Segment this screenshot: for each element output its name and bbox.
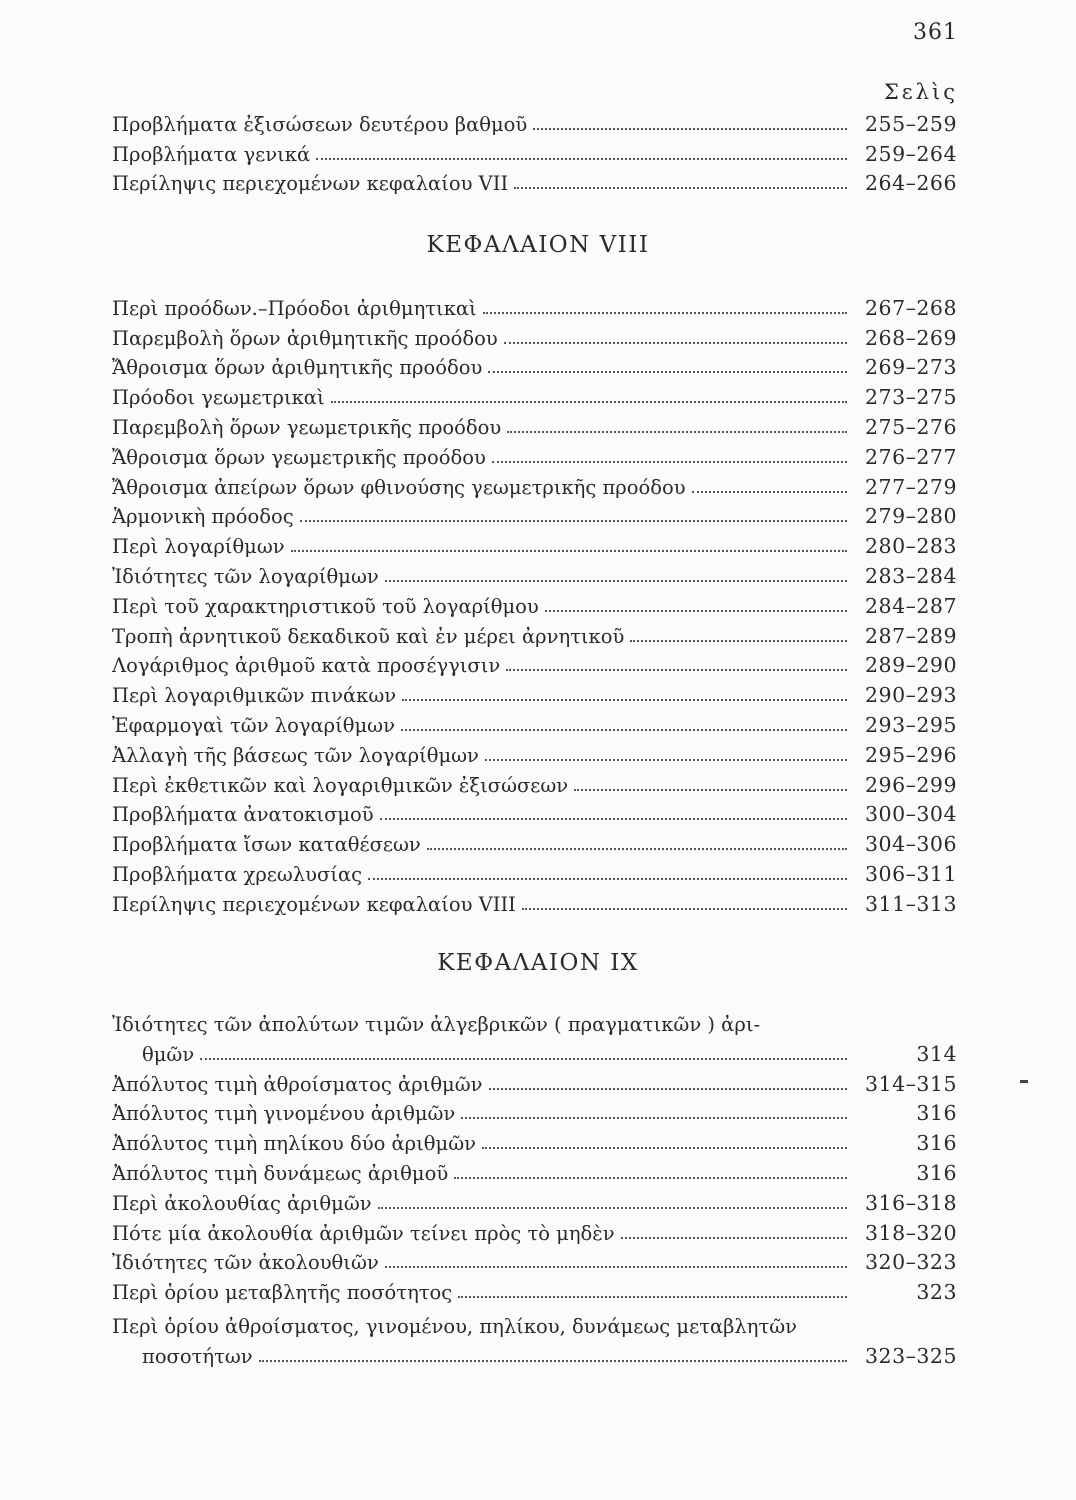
- toc-entry-pages: 264–266: [864, 171, 957, 196]
- dot-leader: [488, 371, 847, 373]
- toc-entry: [112, 106, 957, 136]
- dot-leader: [533, 128, 847, 130]
- dot-leader: [385, 1266, 847, 1268]
- toc-section-chapter-8: [112, 290, 957, 916]
- toc-entry-pages: 284–287: [864, 593, 957, 618]
- margin-mark: [1020, 1080, 1028, 1083]
- dot-leader: [427, 848, 847, 850]
- toc-entry: [112, 707, 957, 737]
- toc-entry-title: Ἐφαρμογαὶ τῶν λογαρίθμων: [112, 713, 395, 737]
- toc-entry-title: Περὶ ὁρίου ἀθροίσματος, γινομένου, πηλίκου, δυνάμεως μεταβλητῶν: [112, 1315, 798, 1339]
- dot-leader: [316, 158, 847, 160]
- toc-entry: [112, 528, 957, 558]
- toc-entry-line1: [112, 1002, 957, 1036]
- dot-leader: [461, 1117, 847, 1119]
- toc-entry: [112, 797, 957, 827]
- toc-entry: [112, 166, 957, 196]
- toc-entry: [112, 1215, 957, 1245]
- dot-leader: [504, 342, 847, 344]
- toc-entry-pages: 289–290: [864, 653, 957, 678]
- toc-entry: [112, 737, 957, 767]
- toc-entry-pages: 311–313: [864, 891, 957, 916]
- dot-leader: [401, 729, 847, 731]
- toc-entry-title: Ἰδιότητες τῶν ἀκολουθιῶν: [112, 1251, 379, 1275]
- dot-leader: [489, 1088, 848, 1090]
- toc-entry-pages: 275–276: [864, 414, 957, 439]
- toc-entry: [112, 588, 957, 618]
- toc-entry-title: Ἀλλαγὴ τῆς βάσεως τῶν λογαρίθμων: [112, 743, 479, 767]
- toc-entry-title: Προβλήματα ἀνατοκισμοῦ: [112, 803, 374, 827]
- toc-entry: [112, 1245, 957, 1275]
- toc-entry-title: Προβλήματα ἐξισώσεων δευτέρου βαθμοῦ: [112, 112, 528, 136]
- toc-entry-pages: 314: [916, 1041, 957, 1066]
- toc-entry-pages: 300–304: [864, 802, 957, 827]
- toc-entry-pages: 316: [916, 1101, 957, 1126]
- dot-leader: [402, 699, 847, 701]
- dot-leader: [482, 1147, 847, 1149]
- toc-entry: [112, 350, 957, 380]
- toc-entry: [112, 469, 957, 499]
- toc-entry: [112, 1066, 957, 1096]
- toc-entry-pages: 295–296: [864, 742, 957, 767]
- dot-leader: [300, 520, 847, 522]
- toc-entry-pages: 304–306: [864, 832, 957, 857]
- toc-entry-pages: 267–268: [864, 295, 957, 320]
- toc-entry-pages: 273–275: [864, 385, 957, 410]
- toc-entry-title: Περίληψις περιεχομένων κεφαλαίου VII: [112, 172, 509, 196]
- toc-entry: [112, 136, 957, 166]
- dot-leader: [291, 550, 847, 552]
- toc-entry-pages: 279–280: [864, 504, 957, 529]
- dot-leader: [630, 640, 847, 642]
- dot-leader: [380, 818, 847, 820]
- toc-entry: [112, 1096, 957, 1126]
- toc-entry: [112, 648, 957, 678]
- dot-leader: [378, 1207, 847, 1209]
- toc-entry: [112, 886, 957, 916]
- dot-leader: [692, 491, 847, 493]
- toc-entry-title: Περὶ ἐκθετικῶν καὶ λογαριθμικῶν ἐξισώσεων: [112, 773, 569, 797]
- toc-entry-title: Ἄθροισμα ὅρων γεωμετρικῆς προόδου: [112, 445, 486, 469]
- dot-leader: [485, 759, 847, 761]
- toc-entry-pages: 268–269: [864, 325, 957, 350]
- toc-entry-title: Περὶ ὁρίου μεταβλητῆς ποσότητος: [112, 1281, 453, 1305]
- toc-entry-pages: 306–311: [864, 861, 957, 886]
- dot-leader: [492, 461, 847, 463]
- dot-leader: [458, 1296, 847, 1298]
- toc-section-chapter-9: [112, 1002, 957, 1368]
- toc-entry-title: Παρεμβολὴ ὅρων γεωμετρικῆς προόδου: [112, 415, 502, 439]
- toc-entry-pages: 320–323: [864, 1250, 957, 1275]
- toc-entry-title: Τροπὴ ἀρνητικοῦ δεκαδικοῦ καὶ ἐν μέρει ἀρνητικοῦ: [112, 624, 625, 648]
- toc-entry: [112, 1036, 957, 1066]
- dot-leader: [545, 610, 847, 612]
- toc-entry-title: Ἁρμονικὴ πρόοδος: [112, 505, 294, 529]
- toc-entry-title: Λογάριθμος ἀριθμοῦ κατὰ προσέγγισιν: [112, 654, 501, 678]
- dot-leader: [522, 908, 847, 910]
- toc-entry-title-cont: θμῶν: [142, 1042, 195, 1066]
- dot-leader: [331, 401, 847, 403]
- toc-entry: [112, 1338, 957, 1368]
- toc-entry-title: Ἀπόλυτος τιμὴ δυνάμεως ἀριθμοῦ: [112, 1161, 449, 1185]
- toc-entry: [112, 1155, 957, 1185]
- dot-leader: [200, 1058, 847, 1060]
- toc-entry-pages: 287–289: [864, 623, 957, 648]
- toc-entry-title: Ἰδιότητες τῶν λογαρίθμων: [112, 564, 379, 588]
- toc-entry-title: Ἰδιότητες τῶν ἀπολύτων τιμῶν ἀλγεβρικῶν ( πραγματικῶν ) ἀρι-: [112, 1013, 761, 1036]
- toc-entry-pages: 293–295: [864, 712, 957, 737]
- dot-leader: [368, 878, 847, 880]
- toc-entry-pages: 255–259: [864, 111, 957, 136]
- dot-leader: [514, 187, 847, 189]
- toc-entry: [112, 767, 957, 797]
- toc-entry: [112, 1185, 957, 1215]
- toc-entry-title: Περὶ λογαρίθμων: [112, 535, 285, 559]
- toc-entry: [112, 1125, 957, 1155]
- toc-entry-title: Ἀπόλυτος τιμὴ ἀθροίσματος ἀριθμῶν: [112, 1072, 483, 1096]
- toc-entry-pages: 283–284: [864, 563, 957, 588]
- toc-entry-pages: 316–318: [864, 1190, 957, 1215]
- toc-entry-title: Προβλήματα ἴσων καταθέσεων: [112, 833, 421, 857]
- toc-entry: [112, 499, 957, 529]
- toc-entry: [112, 618, 957, 648]
- toc-entry-title: Περὶ ἀκολουθίας ἀριθμῶν: [112, 1191, 372, 1215]
- chapter-heading-9: ΚΕΦΑΛΑΙΟΝ IX: [437, 950, 639, 976]
- toc-entry: [112, 320, 957, 350]
- toc-entry-pages: 269–273: [864, 355, 957, 380]
- toc-entry-pages: 323: [916, 1280, 957, 1305]
- toc-entry: [112, 826, 957, 856]
- toc-entry-pages: 259–264: [864, 141, 957, 166]
- toc-entry-pages: 277–279: [864, 474, 957, 499]
- toc-entry-pages: 318–320: [864, 1220, 957, 1245]
- toc-entry-title: Ἀπόλυτος τιμὴ πηλίκου δύο ἀριθμῶν: [112, 1132, 476, 1156]
- toc-entry-pages: 296–299: [864, 772, 957, 797]
- dot-leader: [259, 1360, 847, 1362]
- toc-entry-pages: 276–277: [864, 444, 957, 469]
- toc-entry-pages: 316: [916, 1160, 957, 1185]
- toc-entry: [112, 290, 957, 320]
- dot-leader: [506, 669, 847, 671]
- toc-entry-title: Περὶ προόδων.–Πρόοδοι ἀριθμητικαὶ: [112, 296, 477, 320]
- toc-entry: [112, 856, 957, 886]
- toc-entry-title: Περὶ τοῦ χαρακτηριστικοῦ τοῦ λογαρίθμου: [112, 594, 539, 618]
- toc-entry-pages: 314–315: [864, 1071, 957, 1096]
- toc-entry: [112, 409, 957, 439]
- toc-entry: [112, 558, 957, 588]
- toc-entry-title: Προβλήματα χρεωλυσίας: [112, 862, 363, 886]
- dot-leader: [483, 312, 847, 314]
- page-column-header: Σελὶς: [883, 80, 958, 104]
- toc-entry: [112, 1274, 957, 1304]
- dot-leader: [574, 789, 847, 791]
- toc-entry-title: Περίληψις περιεχομένων κεφαλαίου VIII: [112, 892, 516, 916]
- toc-entry-pages: 280–283: [864, 534, 957, 559]
- toc-entry-line1: [112, 1304, 957, 1338]
- toc-entry-title-cont: ποσοτήτων: [142, 1344, 253, 1368]
- toc-entry: [112, 677, 957, 707]
- toc-section-chapter-7-end: [112, 106, 957, 195]
- toc-entry: [112, 379, 957, 409]
- page-number: 361: [913, 20, 958, 45]
- toc-entry-title: Ἀπόλυτος τιμὴ γινομένου ἀριθμῶν: [112, 1102, 456, 1126]
- toc-entry-title: Πρόοδοι γεωμετρικαὶ: [112, 386, 325, 410]
- dot-leader: [385, 580, 847, 582]
- toc-entry-title: Παρεμβολὴ ὅρων ἀριθμητικῆς προόδου: [112, 326, 498, 350]
- toc-entry-pages: 290–293: [864, 683, 957, 708]
- dot-leader: [507, 431, 847, 433]
- toc-entry-title: Ἄθροισμα ὅρων ἀριθμητικῆς προόδου: [112, 356, 483, 380]
- toc-entry-title: Ἄθροισμα ἀπείρων ὅρων φθινούσης γεωμετρικῆς προόδου: [112, 475, 686, 499]
- chapter-heading-8: ΚΕΦΑΛΑΙΟΝ VIII: [426, 232, 650, 258]
- toc-entry-pages: 316: [916, 1131, 957, 1156]
- toc-entry-title: Προβλήματα γενικά: [112, 142, 311, 166]
- toc-entry-title: Πότε μία ἀκολουθία ἀριθμῶν τείνει πρὸς τὸ μηδὲν: [112, 1221, 615, 1245]
- dot-leader: [454, 1177, 847, 1179]
- toc-entry: [112, 439, 957, 469]
- toc-entry-title: Περὶ λογαριθμικῶν πινάκων: [112, 684, 397, 708]
- dot-leader: [621, 1237, 847, 1239]
- toc-entry-pages: 323–325: [864, 1343, 957, 1368]
